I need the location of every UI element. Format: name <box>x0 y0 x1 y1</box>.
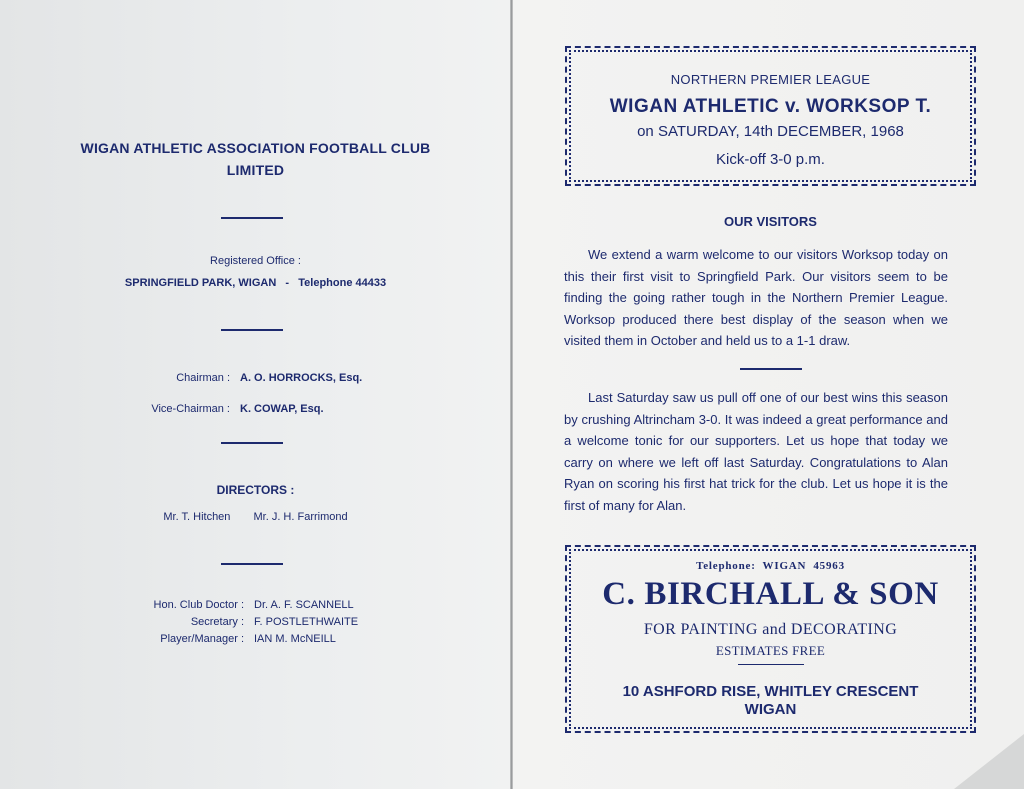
director-name: Mr. T. Hitchen <box>163 511 231 523</box>
divider <box>738 664 804 665</box>
official-label: Secretary : <box>190 616 244 628</box>
directors-title: DIRECTORS : <box>216 483 295 497</box>
vice-chairman-row <box>130 403 324 415</box>
club-name-line2: LIMITED <box>226 162 285 178</box>
advert-estimates: ESTIMATES FREE <box>715 643 826 658</box>
divider <box>221 563 283 565</box>
vice-chairman-name: K. COWAP, Esq. <box>240 403 324 415</box>
official-label: Hon. Club Doctor : <box>153 599 244 611</box>
league-name: NORTHERN PREMIER LEAGUE <box>670 72 871 87</box>
official-name: Dr. A. F. SCANNELL <box>254 599 354 611</box>
official-row <box>130 616 358 628</box>
registered-office-address: SPRINGFIELD PARK, WIGAN - Telephone 44433 <box>124 277 387 289</box>
match-title: WIGAN ATHLETIC v. WORKSOP T. <box>609 96 932 117</box>
divider <box>221 329 283 331</box>
chairman-row <box>130 372 362 384</box>
advert-business-name: C. BIRCHALL & SON <box>602 576 939 612</box>
chairman-label: Chairman : <box>176 372 230 384</box>
divider <box>740 368 802 370</box>
divider <box>221 442 283 444</box>
advert-address-line1: 10 ASHFORD RISE, WHITLEY CRESCENT <box>622 683 919 700</box>
official-row <box>130 599 354 611</box>
club-name <box>0 137 511 181</box>
director-name: Mr. J. H. Farrimond <box>253 511 348 523</box>
official-name: F. POSTLETHWAITE <box>254 616 359 628</box>
visitors-paragraph: We extend a warm welcome to our visitors Worksop today on this their first visit to Springfield Park. Our visitors seem to be finding the going rather tough in the Northern Premier League. Worksop produced there best display of the season when we visited them in October and held us to a 1-1 draw. <box>564 247 948 348</box>
advert-address <box>565 683 976 719</box>
official-label: Player/Manager : <box>160 633 244 645</box>
official-row <box>130 633 336 645</box>
page-spine <box>510 0 513 789</box>
advert-service: FOR PAINTING and DECORATING <box>643 621 898 638</box>
advert-telephone: Telephone: WIGAN 45963 <box>696 560 845 572</box>
kickoff-time: Kick-off 3-0 p.m. <box>716 151 825 168</box>
advert-address-line2: WIGAN <box>744 701 797 718</box>
chairman-name: A. O. HORROCKS, Esq. <box>240 372 363 384</box>
club-name-line1: WIGAN ATHLETIC ASSOCIATION FOOTBALL CLUB <box>80 140 431 156</box>
divider <box>221 217 283 219</box>
match-date: on SATURDAY, 14th DECEMBER, 1968 <box>637 123 904 140</box>
page-corner-fold <box>954 734 1024 789</box>
visitors-title: OUR VISITORS <box>724 214 817 229</box>
last-match-paragraph: Last Saturday saw us pull off one of our best wins this season by crushing Altrincham 3-0. It was indeed a great performance and a welcome tonic for our supporters. Let us hope that today we carry on where we left off last Saturday. Congratulations to Alan Ryan on scoring his first hat trick for the club. Let us hope it is the first of many for Alan. <box>564 390 948 513</box>
vice-chairman-label: Vice-Chairman : <box>151 403 230 415</box>
registered-office-label: Registered Office : <box>210 255 301 267</box>
official-name: IAN M. McNEILL <box>254 633 336 645</box>
directors-list <box>0 511 511 523</box>
left-page <box>0 0 511 789</box>
